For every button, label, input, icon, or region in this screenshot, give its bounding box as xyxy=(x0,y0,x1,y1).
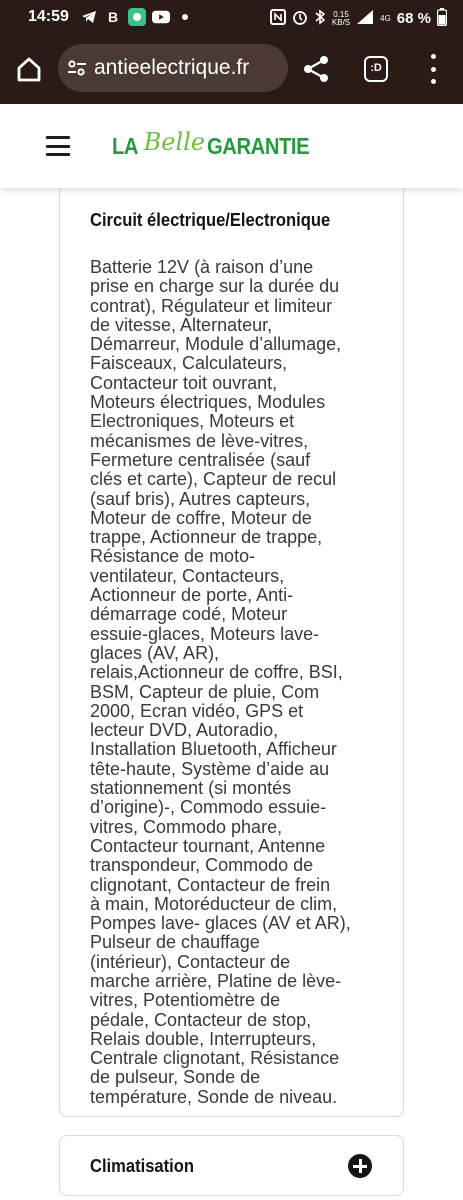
network-type: 4G xyxy=(380,14,391,23)
accordion-electrical xyxy=(59,188,404,1117)
body-line: Contacteur tournant, Antenne xyxy=(90,835,326,856)
net-speed: 0.15 KB/S xyxy=(331,9,351,27)
body-line: 2000, Ecran vidéo, GPS et xyxy=(90,700,304,721)
body-line: Installation Bluetooth, Afficheur xyxy=(90,739,337,760)
browser-toolbar xyxy=(0,36,463,104)
alarm-icon xyxy=(292,9,308,28)
body-line: BSM, Capteur de pluie, Com xyxy=(90,681,320,702)
body-line: Démarreur, Module d’allumage, xyxy=(90,334,342,355)
telegram-icon xyxy=(80,8,98,26)
url-text: antieelectrique.fr xyxy=(94,56,250,79)
page-content xyxy=(0,188,463,1200)
site-header xyxy=(0,104,463,188)
body-line: marche arrière, Platine de lève- xyxy=(90,970,342,991)
body-line: à main, Motoréducteur de clim, xyxy=(90,893,338,914)
menu-dot-icon xyxy=(431,67,436,72)
address-bar[interactable] xyxy=(58,44,288,92)
body-line: Centrale clignotant, Résistance xyxy=(90,1048,340,1069)
site-logo[interactable] xyxy=(112,128,323,164)
b-app-icon: B xyxy=(107,9,119,25)
signal-icon xyxy=(356,9,374,28)
share-button[interactable] xyxy=(302,54,330,84)
status-time: 14:59 xyxy=(28,8,69,25)
logo-la: LA xyxy=(112,132,139,159)
body-line: démarrage codé, Moteur xyxy=(90,604,288,625)
body-line: ventilateur, Contacteurs, xyxy=(90,565,285,586)
menu-dot-icon xyxy=(431,54,436,59)
body-line: trappe, Actionneur de trappe, xyxy=(90,527,323,548)
body-line: (sauf bris), Autres capteurs, xyxy=(90,488,311,509)
body-line: pédale, Contacteur de stop, xyxy=(90,1009,312,1030)
body-line: de pulseur, Sonde de xyxy=(90,1067,261,1088)
body-line: tête-haute, Système d’aide au xyxy=(90,758,330,779)
body-line: Moteurs électriques, Modules xyxy=(90,392,326,413)
body-line: Faisceaux, Calculateurs, xyxy=(90,353,288,374)
accordion-electrical-body xyxy=(90,258,376,1107)
browser-menu-button[interactable] xyxy=(428,54,438,84)
plus-circle-icon[interactable] xyxy=(348,1154,372,1178)
body-line: stationnement (si montés xyxy=(90,778,292,799)
body-line: Relais double, Interrupteurs, xyxy=(90,1028,317,1049)
status-right-icons xyxy=(270,8,447,29)
tabs-button[interactable]: :D xyxy=(364,56,388,82)
body-line: (intérieur), Contacteur de xyxy=(90,951,291,972)
accordion-climatisation-title[interactable]: Climatisation xyxy=(90,1156,194,1176)
logo-garantie: GARANTIE xyxy=(207,132,310,159)
body-line: Pompes lave- glaces (AV et AR), xyxy=(90,913,351,934)
body-line: essuie-glaces, Moteurs lave- xyxy=(90,623,320,644)
browser-chrome xyxy=(0,0,463,104)
body-line: mécanismes de lève-vitres, xyxy=(90,430,309,451)
body-line: Batterie 12V (à raison d’une xyxy=(90,257,314,277)
nfc-icon xyxy=(270,9,286,28)
body-line: relais,Actionneur de coffre, BSI, xyxy=(90,662,343,683)
body-line: Moteur de coffre, Moteur de xyxy=(90,507,312,528)
body-line: vitres, Potentiomètre de xyxy=(90,990,281,1011)
hamburger-menu-icon[interactable] xyxy=(46,136,70,156)
body-line: Actionneur de porte, Anti- xyxy=(90,585,294,606)
status-bar xyxy=(0,0,463,36)
status-left-icons xyxy=(80,8,194,26)
site-settings-icon[interactable] xyxy=(66,57,88,79)
body-line: Electroniques, Moteurs et xyxy=(90,411,295,432)
home-button[interactable] xyxy=(14,54,44,84)
app-green-icon xyxy=(128,8,146,26)
body-line: température, Sonde de niveau. xyxy=(90,1086,338,1107)
accordion-climatisation[interactable] xyxy=(59,1135,404,1196)
bluetooth-icon xyxy=(314,9,326,28)
body-line: Contacteur toit ouvrant, xyxy=(90,372,278,393)
body-line: Résistance de moto- xyxy=(90,546,256,567)
dot-icon xyxy=(176,8,194,26)
body-line: Fermeture centralisée (sauf xyxy=(90,449,311,470)
battery-icon xyxy=(437,8,447,29)
logo-belle: Belle xyxy=(143,128,206,156)
body-line: lecteur DVD, Autoradio, xyxy=(90,720,279,741)
youtube-icon xyxy=(152,8,170,26)
body-line: clignotant, Contacteur de frein xyxy=(90,874,331,895)
share-icon xyxy=(302,54,330,84)
home-icon xyxy=(14,54,44,84)
body-line: glaces (AV, AR), xyxy=(90,642,220,663)
battery-level: 68 % xyxy=(396,10,431,27)
menu-dot-icon xyxy=(431,79,436,84)
body-line: contrat), Régulateur et limiteur xyxy=(90,295,333,316)
body-line: clés et carte), Capteur de recul xyxy=(90,469,337,490)
body-line: transpondeur, Commodo de xyxy=(90,855,314,876)
body-line: de vitesse, Alternateur, xyxy=(90,314,273,335)
body-line: prise en charge sur la durée du xyxy=(90,276,340,297)
accordion-electrical-title[interactable]: Circuit électrique/Electronique xyxy=(90,210,331,230)
body-line: d’origine)-, Commodo essuie- xyxy=(90,797,327,818)
body-line: Pulseur de chauffage xyxy=(90,932,260,953)
body-line: vitres, Commodo phare, xyxy=(90,816,283,837)
